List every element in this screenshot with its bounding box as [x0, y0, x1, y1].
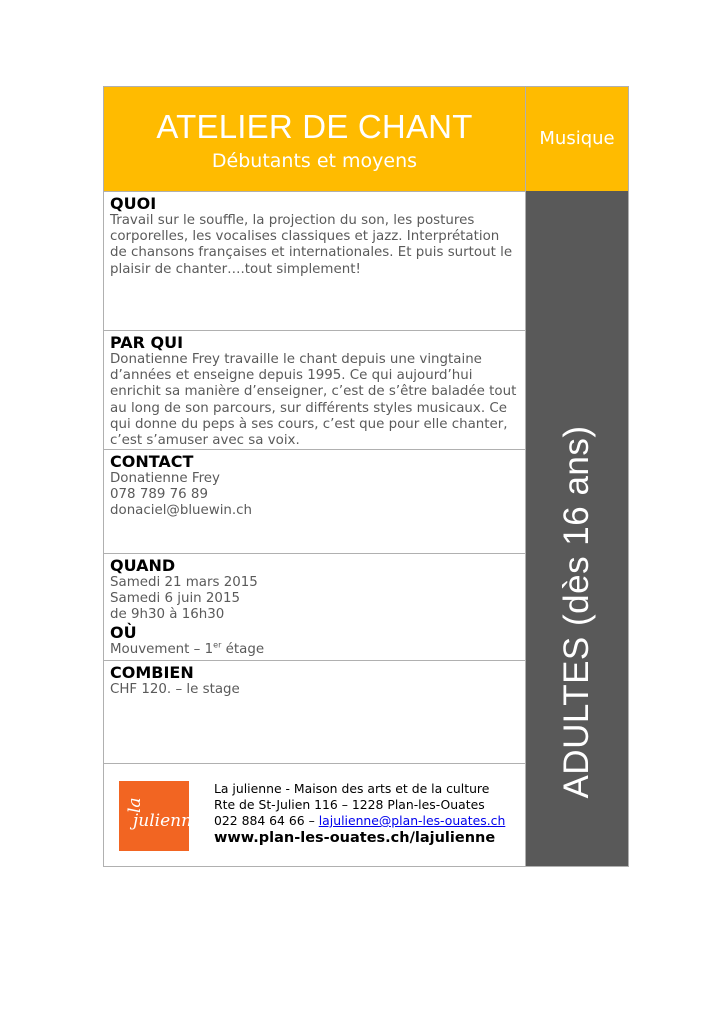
page-title: ATELIER DE CHANT [156, 108, 473, 145]
section-contact [104, 449, 526, 553]
time-line: de 9h30 à 16h30 [110, 607, 225, 623]
section-par-qui-text [110, 352, 519, 449]
address-line: La julienne - Maison des arts et de la culture [214, 781, 490, 796]
section-contact-text [110, 471, 519, 520]
text-line: au long de son parcours, sur différents styles musicaux. Ce [110, 400, 507, 416]
section-contact-title: CONTACT [110, 452, 194, 471]
footer-address [214, 781, 505, 846]
flyer-frame [103, 86, 629, 867]
price-line: CHF 120. – le stage [110, 682, 240, 697]
phone-email-line [214, 813, 505, 829]
date-line: Samedi 21 mars 2015 [110, 575, 258, 590]
text-line: enrichit sa manière d’enseigner, c’est de s’être baladée tout [110, 384, 517, 400]
text-line: Travail sur le souffle, la projection du son, les postures [110, 213, 475, 228]
date-line: Samedi 6 juin 2015 [110, 591, 240, 607]
text-line: qui donne du peps à ses cours, c’est que pour elle chanter, [110, 416, 508, 432]
category-tag: Musique [526, 87, 628, 191]
section-combien [104, 660, 526, 763]
section-par-qui-title: PAR QUI [110, 333, 184, 352]
footer-phone: 022 884 64 66 – [214, 813, 319, 828]
header-banner [104, 87, 526, 191]
location-text: Mouvement – 1 [110, 641, 214, 657]
section-quand-text [110, 575, 519, 624]
section-quoi [104, 191, 526, 330]
section-quoi-text [110, 213, 519, 278]
section-quand-title: QUAND [110, 556, 176, 575]
audience-label: ADULTES (dès 16 ans) [557, 425, 596, 799]
text-line: corporelles, les vocalises classiques et jazz. Interprétation [110, 229, 500, 245]
section-quoi-title: QUOI [110, 194, 157, 213]
text-line: plaisir de chanter….tout simplement! [110, 261, 361, 277]
section-ou-text [110, 642, 519, 658]
section-par-qui [104, 330, 526, 449]
footer-email-link[interactable]: lajulienne@plan-les-ouates.ch [318, 813, 506, 828]
location-floor: étage [221, 641, 265, 657]
section-combien-text [110, 682, 519, 698]
location-superscript: er [213, 640, 222, 650]
page-subtitle: Débutants et moyens [211, 150, 418, 172]
logo-line-julienne: julienne [133, 811, 203, 831]
contact-phone: 078 789 76 89 [110, 487, 208, 503]
footer-website[interactable]: www.plan-les-ouates.ch/lajulienne [214, 830, 496, 846]
section-ou-title: OÙ [110, 622, 137, 642]
text-line: d’années et enseigne depuis 1995. Ce qui aujourd’hui [110, 368, 473, 384]
text-line: c’est s’amuser avec sa voix. [110, 433, 300, 449]
address-line: Rte de St-Julien 116 – 1228 Plan-les-Ouates [214, 797, 485, 812]
text-line: Donatienne Frey travaille le chant depuis une vingtaine [110, 352, 482, 367]
contact-email: donaciel@bluewin.ch [110, 503, 253, 519]
audience-sidebar [526, 191, 628, 866]
la-julienne-logo [119, 781, 203, 851]
text-line: de chansons françaises et internationales. Et puis surtout le [110, 245, 513, 261]
logo-line-la: la [125, 797, 145, 813]
footer [104, 763, 526, 866]
contact-name: Donatienne Frey [110, 471, 220, 486]
section-combien-title: COMBIEN [110, 663, 194, 682]
section-quand [104, 553, 526, 660]
